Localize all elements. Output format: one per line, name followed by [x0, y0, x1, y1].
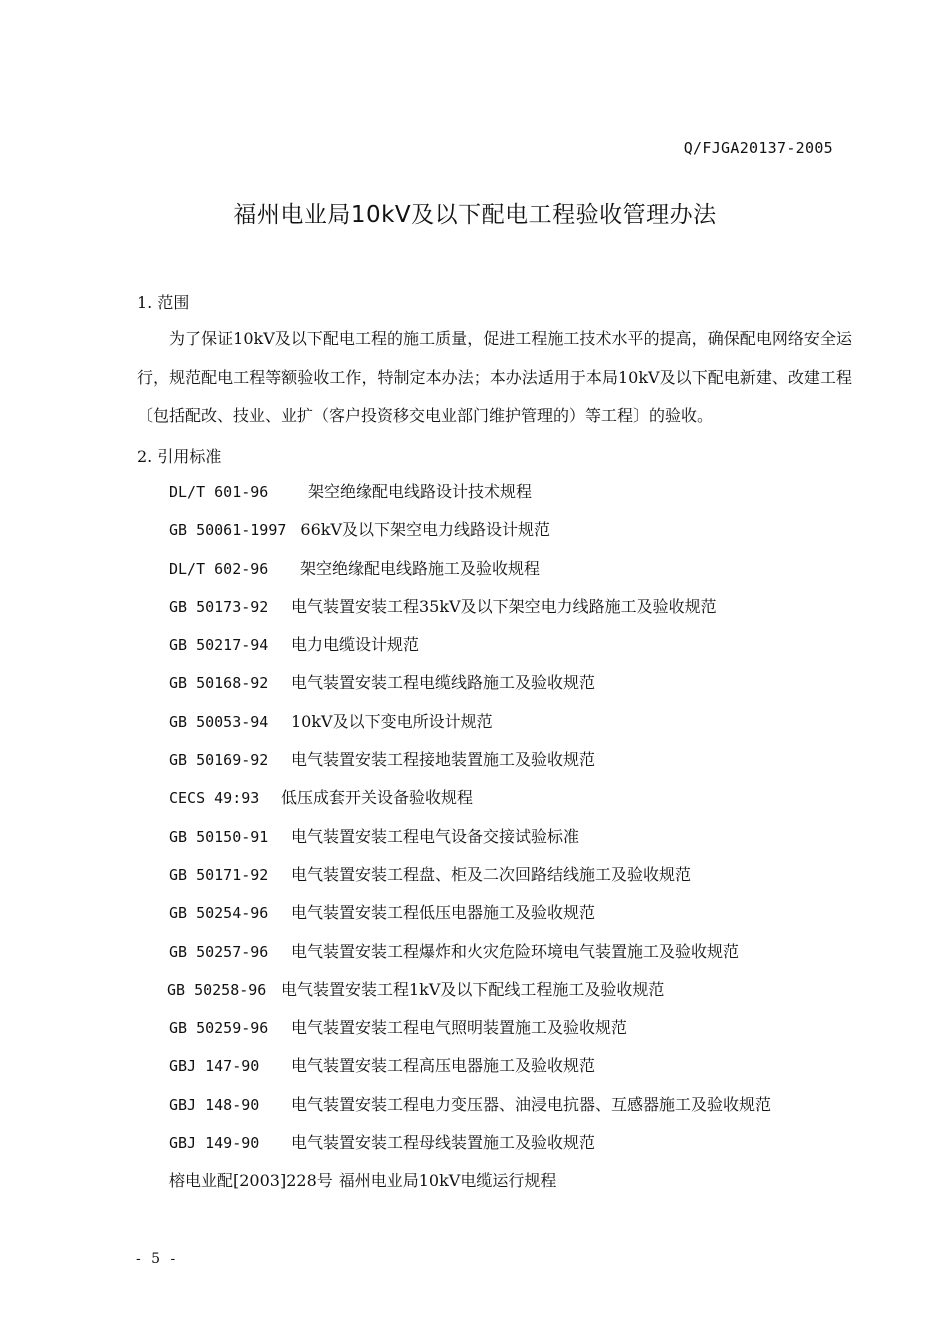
standard-item	[167, 971, 771, 1009]
standard-item	[169, 1009, 771, 1047]
standard-item	[169, 1047, 771, 1085]
standard-name: 66kV及以下架空电力线路设计规范	[300, 520, 551, 540]
standard-code: GB 50217-94	[169, 636, 269, 655]
standard-name: 电力电缆设计规范	[291, 635, 420, 655]
standard-name: 电气装置安装工程电缆线路施工及验收规范	[291, 673, 596, 693]
standard-item	[169, 473, 771, 511]
standard-code: GB 50150-91	[169, 827, 269, 846]
standard-code: GB 50173-92	[169, 597, 269, 616]
standard-name: 福州电业局10kV电缆运行规程	[338, 1171, 557, 1191]
standard-name: 10kV及以下变电所设计规范	[291, 711, 493, 731]
section-heading-references: 2. 引用标准	[137, 447, 222, 466]
standard-code: GBJ 148-90	[169, 1095, 260, 1114]
document-title: 福州电业局10kV及以下配电工程验收管理办法	[233, 202, 717, 228]
standard-code: DL/T 602-96	[169, 559, 269, 578]
standard-item	[169, 664, 771, 702]
standard-code: GBJ 149-90	[169, 1134, 260, 1153]
standard-code: GB 50257-96	[169, 942, 269, 961]
standard-code: CECS 49:93	[169, 789, 260, 808]
standard-name: 电气装置安装工程低压电器施工及验收规范	[291, 903, 596, 923]
standard-name: 电气装置安装工程电气设备交接试验标准	[291, 826, 580, 846]
standard-item	[169, 856, 771, 894]
standard-name: 电气装置安装工程盘、柜及二次回路结线施工及验收规范	[291, 864, 692, 884]
standard-item	[169, 626, 771, 664]
scope-paragraph: 为了保证10kV及以下配电工程的施工质量，促进工程施工技术水平的提高，确保配电网络安全运行，规范配电工程等额验收工作，特制定本办法；本办法适用于本局10kV及以下配电新建、改建工程〔包括配改、技业、业扩（客户投资移交电业部门维护管理的）等工程〕的验收。	[137, 329, 852, 425]
standard-name: 电气装置安装工程母线装置施工及验收规范	[291, 1133, 596, 1153]
standard-item	[169, 933, 771, 971]
standard-name: 电气装置安装工程电气照明装置施工及验收规范	[291, 1018, 628, 1038]
standard-name: 电气装置安装工程高压电器施工及验收规范	[291, 1056, 596, 1076]
standard-name: 低压成套开关设备验收规程	[281, 788, 474, 808]
standard-code: GB 50053-94	[169, 712, 269, 731]
standard-code: GB 50259-96	[169, 1019, 269, 1038]
standard-item	[169, 703, 771, 741]
standard-item	[169, 588, 771, 626]
standard-item	[169, 1162, 771, 1200]
standard-name: 架空绝缘配电线路施工及验收规程	[300, 558, 541, 578]
standard-code: GB 50171-92	[169, 865, 269, 884]
section-heading-scope: 1. 范围	[137, 293, 190, 312]
standard-item	[169, 1124, 771, 1162]
standards-list	[169, 473, 771, 1201]
standard-code: GB 50254-96	[169, 904, 269, 923]
standard-code: GB 50061-1997	[169, 521, 287, 540]
standard-item	[169, 511, 771, 549]
standard-item	[169, 779, 771, 817]
standard-name: 电气装置安装工程1kV及以下配线工程施工及验收规范	[281, 979, 665, 999]
standard-code: 榕电业配[2003]228号	[169, 1171, 333, 1191]
standard-item	[169, 1086, 771, 1124]
standard-code: GB 50168-92	[169, 674, 269, 693]
document-code: Q/FJGA20137-2005	[683, 139, 833, 157]
page-number: - 5 -	[136, 1251, 179, 1267]
standard-name: 电气装置安装工程35kV及以下架空电力线路施工及验收规范	[291, 596, 717, 616]
standard-name: 架空绝缘配电线路设计技术规程	[308, 482, 533, 501]
standard-code: DL/T 601-96	[169, 483, 269, 501]
standard-name: 电气装置安装工程电力变压器、油浸电抗器、互感器施工及验收规范	[291, 1094, 772, 1114]
standard-code: GB 50258-96	[167, 980, 267, 999]
standard-name: 电气装置安装工程接地装置施工及验收规范	[291, 750, 596, 770]
standard-code: GB 50169-92	[169, 751, 269, 770]
standard-item	[169, 818, 771, 856]
standard-item	[169, 550, 771, 588]
standard-code: GBJ 147-90	[169, 1057, 260, 1076]
standard-name: 电气装置安装工程爆炸和火灾危险环境电气装置施工及验收规范	[291, 941, 740, 961]
standard-item	[169, 741, 771, 779]
standard-item	[169, 894, 771, 932]
